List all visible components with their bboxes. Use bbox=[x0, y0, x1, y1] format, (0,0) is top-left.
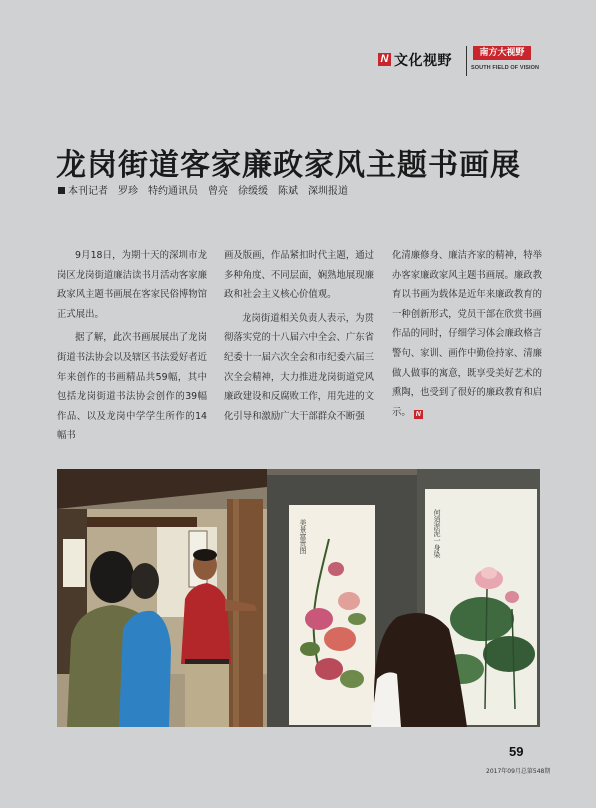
paragraph: 9月18日，为期十天的深圳市龙岗区龙岗街道廉洁读书月活动客家廉政家风主题书画展在客家民俗博物馆正式展出。 bbox=[57, 250, 208, 320]
brand-subtitle: SOUTH FIELD OF VISION bbox=[471, 65, 540, 71]
exhibition-photo bbox=[57, 469, 540, 727]
paragraph: 龙岗街道相关负责人表示，为贯彻落实党的十八届六中全会、广东省纪委十一届六次全会和市纪委六届三次全会精神，大力推进龙岗街道党风廉政建设和反腐败工作，用先进的文化引导和激励广大干部群众不断强 bbox=[224, 312, 375, 422]
paragraph: 据了解，此次书画展展出了龙岗街道书法协会以及辖区书法爱好者近年来创作的书画精品共59幅，其中包括龙岗街道书法协会创作的39幅作品、以及龙岗中学学生所作的14幅书 bbox=[57, 332, 208, 442]
paragraph: 画及版画，作品紧扣时代主题，通过多种角度、不同层面，娴熟地展现廉政和社会主义核心价值观。 bbox=[224, 250, 375, 301]
masthead bbox=[378, 44, 544, 78]
column-2 bbox=[224, 246, 374, 430]
column-1 bbox=[57, 246, 207, 450]
brand-label: 南方大视野 bbox=[473, 46, 531, 60]
column-3 bbox=[392, 246, 542, 426]
issue-info: 2017年09月总第548期 bbox=[486, 768, 551, 775]
paragraph bbox=[392, 246, 542, 422]
paragraph-text: 化清廉修身、廉洁齐家的精神，特举办客家廉政家风主题书画展。廉政教育以书画为载体是近年来廉政教育的一种创新形式，党员干部在欣赏书画作品的同时，仔细学习体会廉政格言警句、家训、画作中勤俭持家、清廉做人做事的寓意，既享受美好艺术的熏陶，也受到了很好的廉政教育和启示。 bbox=[392, 250, 543, 418]
page-number: 59 bbox=[509, 744, 524, 759]
byline bbox=[58, 182, 348, 197]
calligraphy-text: 美景富贵图 bbox=[299, 519, 307, 554]
byline-text: 本刊记者 罗珍 特约通讯员 曾亮 徐缓缓 陈斌 深圳报道 bbox=[68, 186, 348, 197]
calligraphy-text: 何須淤泥一身染 bbox=[433, 509, 441, 558]
end-mark-icon: N bbox=[415, 410, 421, 418]
masthead-divider bbox=[466, 46, 467, 76]
photo-scene bbox=[57, 469, 540, 727]
magazine-logo-icon: N bbox=[378, 53, 391, 66]
square-bullet-icon bbox=[58, 187, 65, 194]
section-title: 文化视野 bbox=[394, 53, 452, 69]
article-title: 龙岗街道客家廉政家风主题书画展 bbox=[56, 148, 521, 183]
